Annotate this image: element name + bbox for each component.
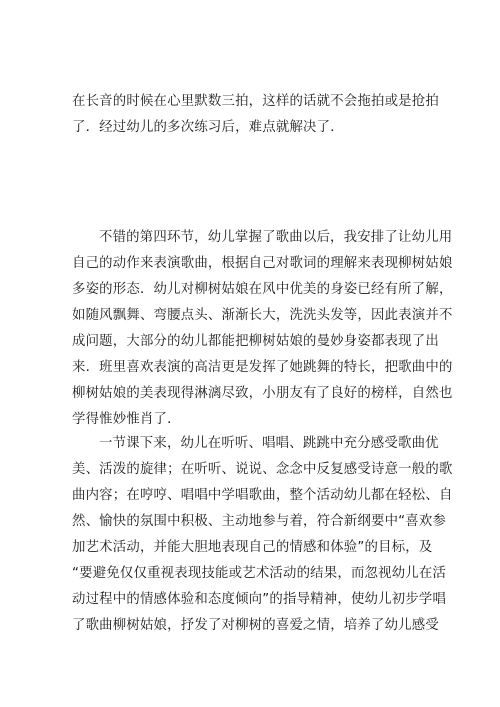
paragraph-line: 了歌曲柳树姑娘，抒发了对柳树的喜爱之情，培养了幼儿感受	[72, 618, 439, 633]
paragraph-line: 自己的动作来表演歌曲，根据自己对歌词的理解来表现柳树姑娘	[72, 256, 453, 271]
paragraph-line: 如随风飘舞、弯腰点头、渐渐长大，洗洗头发等，因此表演并不	[72, 308, 453, 323]
paragraph-line: “要避免仅仅重视表现技能或艺术活动的结果，而忽视幼儿在活	[72, 566, 447, 581]
paragraph-line: 成问题，大部分的幼儿都能把柳树姑娘的曼妙身姿都表现了出	[72, 334, 439, 349]
paragraph-line: 不错的第四环节，幼儿掌握了歌曲以后，我安排了让幼儿用	[99, 230, 453, 245]
paragraph-line: 来．班里喜欢表演的高洁更是发挥了她跳舞的特长，把歌曲中的	[72, 360, 453, 375]
paragraph-2	[72, 225, 453, 433]
paragraph-line: 加艺术活动，并能大胆地表现自己的情感和体验”的目标，及	[72, 540, 433, 555]
paragraph-line: 柳树姑娘的美表现得淋漓尽致，小朋友有了良好的榜样，自然也	[72, 386, 453, 401]
paragraph-line: 多姿的形态．幼儿对柳树姑娘在风中优美的身姿已经有所了解，	[72, 282, 453, 297]
paragraph-line: 动过程中的情感体验和态度倾向”的指导精神，使幼儿初步学唱	[72, 592, 447, 607]
paragraph-line: 学得惟妙惟肖了．	[72, 412, 181, 427]
paragraph-line: 美、活泼的旋律；在听听、说说、念念中反复感受诗意一般的歌	[72, 462, 453, 477]
paragraph-line: 一节课下来，幼儿在听听、唱唱、跳跳中充分感受歌曲优	[99, 436, 439, 451]
paragraph-1	[72, 89, 439, 141]
paragraph-line: 了．经过幼儿的多次练习后，难点就解决了．	[72, 120, 344, 135]
paragraph-line: 在长音的时候在心里默数三拍，这样的话就不会拖拍或是抢拍	[72, 94, 439, 109]
paragraph-line: 然、愉快的氛围中积极、主动地参与着，符合新纲要中“喜欢参	[72, 514, 447, 529]
paragraph-line: 曲内容；在哼哼、唱唱中学唱歌曲，整个活动幼儿都在轻松、自	[72, 488, 453, 503]
paragraph-3	[72, 431, 453, 639]
